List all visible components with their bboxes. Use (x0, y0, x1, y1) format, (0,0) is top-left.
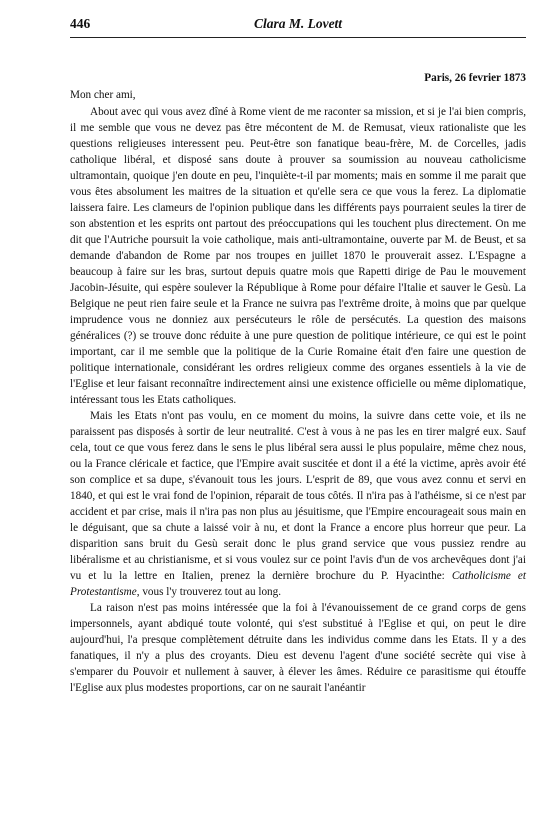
header-rule (70, 37, 526, 38)
letter-body (70, 70, 526, 696)
page-header (70, 16, 526, 34)
paragraph-3: La raison n'est pas moins intéressée que la foi à l'évanouissement de ce grand corps de gens impersonnels, ayant abdiqué toute volonté, qui s'est substitué à l'Eglise et qui, on peut le dire aujourd'hui, l'a presque complètement détruite dans les individus comme dans les Etats. Il y a des fanatiques, il n'y a plus des croyants. Dieu est devenu l'agent d'une société secrète qui vise à s'emparer du Pouvoir et nullement à sauver, à élever les âmes. Réduire ce parasitisme qui étouffe l'Eglise aux plus modestes proportions, car on ne saurait l'anéantir (70, 602, 526, 694)
page-number: 446 (70, 16, 91, 31)
salutation: Mon cher ami, (70, 89, 136, 101)
dateline: Paris, 26 fevrier 1873 (424, 72, 526, 84)
running-head: Clara M. Lovett (253, 16, 343, 31)
paragraph-2-tail: , vous l'y trouverez tout au long. (136, 586, 282, 598)
paragraph-2-text: Mais les Etats n'ont pas voulu, en ce moment du moins, la suivre dans cette voie, et ils ne paraissent pas disposés à sortir de leur neutralité. C'est à vous à ne pas les en tirer malgré eux. Sauf cela, tout ce que vous ferez dans le sens le plus libéral sera aussi le plus populaire, même chez nous, ou la France cléricale et factice, que l'Empire avait suscitée et dont il a été la victime, après avoir été son complice et sa dupe, s'évanouit tous les jours. L'esprit de 89, que vous avez connu et servi en 1840, et qui est le vrai fond de l'opinion, réparait de tous côtés. Il n'ira pas à l'athéisme, si ce n'est par accident et par crise, mais il n'ira pas non plus au jésuitisme, que l'Empire encourageait sous main en le déguisant, que sa chute a laissé voir à nu, et dont la France a encore plus horreur que peur. La disparition sans bruit du Gesù serait donc le plus grand service que vous pussiez rendre au libéralisme et au christianisme, et si vous voulez sur ce point l'avis d'un de vos archevêques dont j'ai vu et lu la lettre en Italien, prenez la dernière brochure du P. Hyacinthe: (70, 410, 526, 582)
paragraph-1: About avec qui vous avez dîné à Rome vient de me raconter sa mission, et si je l'ai bien compris, il me semble que vous ne devez pas être mécontent de M. de Remusat, vieux rationaliste que les questions religieuses interessent peu. Peut-être son fanatique beau-frère, M. de Corcelles, jadis catholique libéral, et disposé sans doute à prouver sa soumission au nouveau catholicisme ultramontain, quoique j'en doute en peu, l'inquiète-t-il par moments; mais en somme il me parait que vous êtes absolument les maitres de la situation et qu'elle sera ce que vous la ferez. La diplomatie laissera faire. Les clameurs de l'opinion publique dans les différents pays pourraient seules la tirer de son abstention et les esprits ont partout des préoccupations qui les touchent plus directement. On me dit que l'Autriche poursuit la voie catholique, mais anti-ultramontaine, ouverte par M. de Beust, et sa demande d'abandon de Rome par nos troupes en juillet 1870 le prouverait assez. L'Espagne a beaucoup à faire sur les bras, surtout depuis quatre mois que Rapetti dirige de Pau le mouvement Jacobin-Jésuite, qui espère soulever la République à Rome pour défaire l'Italie et sauver le Gesù. La Belgique ne peut rien faire seule et la France ne suivra pas l'extrême droite, à moins que par quelque imprudence vous ne donniez aux persécuteurs le rôle de persécutés. La question des maisons généralices (?) se trouve donc réduite à une pure question de politique intérieure, ce qui est le point important, car il me semble que la politique de la Curie Romaine était d'en faire une question de politique internationale, considérant les ordres religieux comme des organes essentiels à la vie de l'Eglise et leur faisant reconnaître indirectement ainsi une existence officielle ou même diplomatique, intéressant tous les Etats catholiques. (70, 106, 526, 406)
paragraph-2 (70, 408, 526, 600)
book-title: Catholicisme et Protestantisme (70, 570, 526, 598)
